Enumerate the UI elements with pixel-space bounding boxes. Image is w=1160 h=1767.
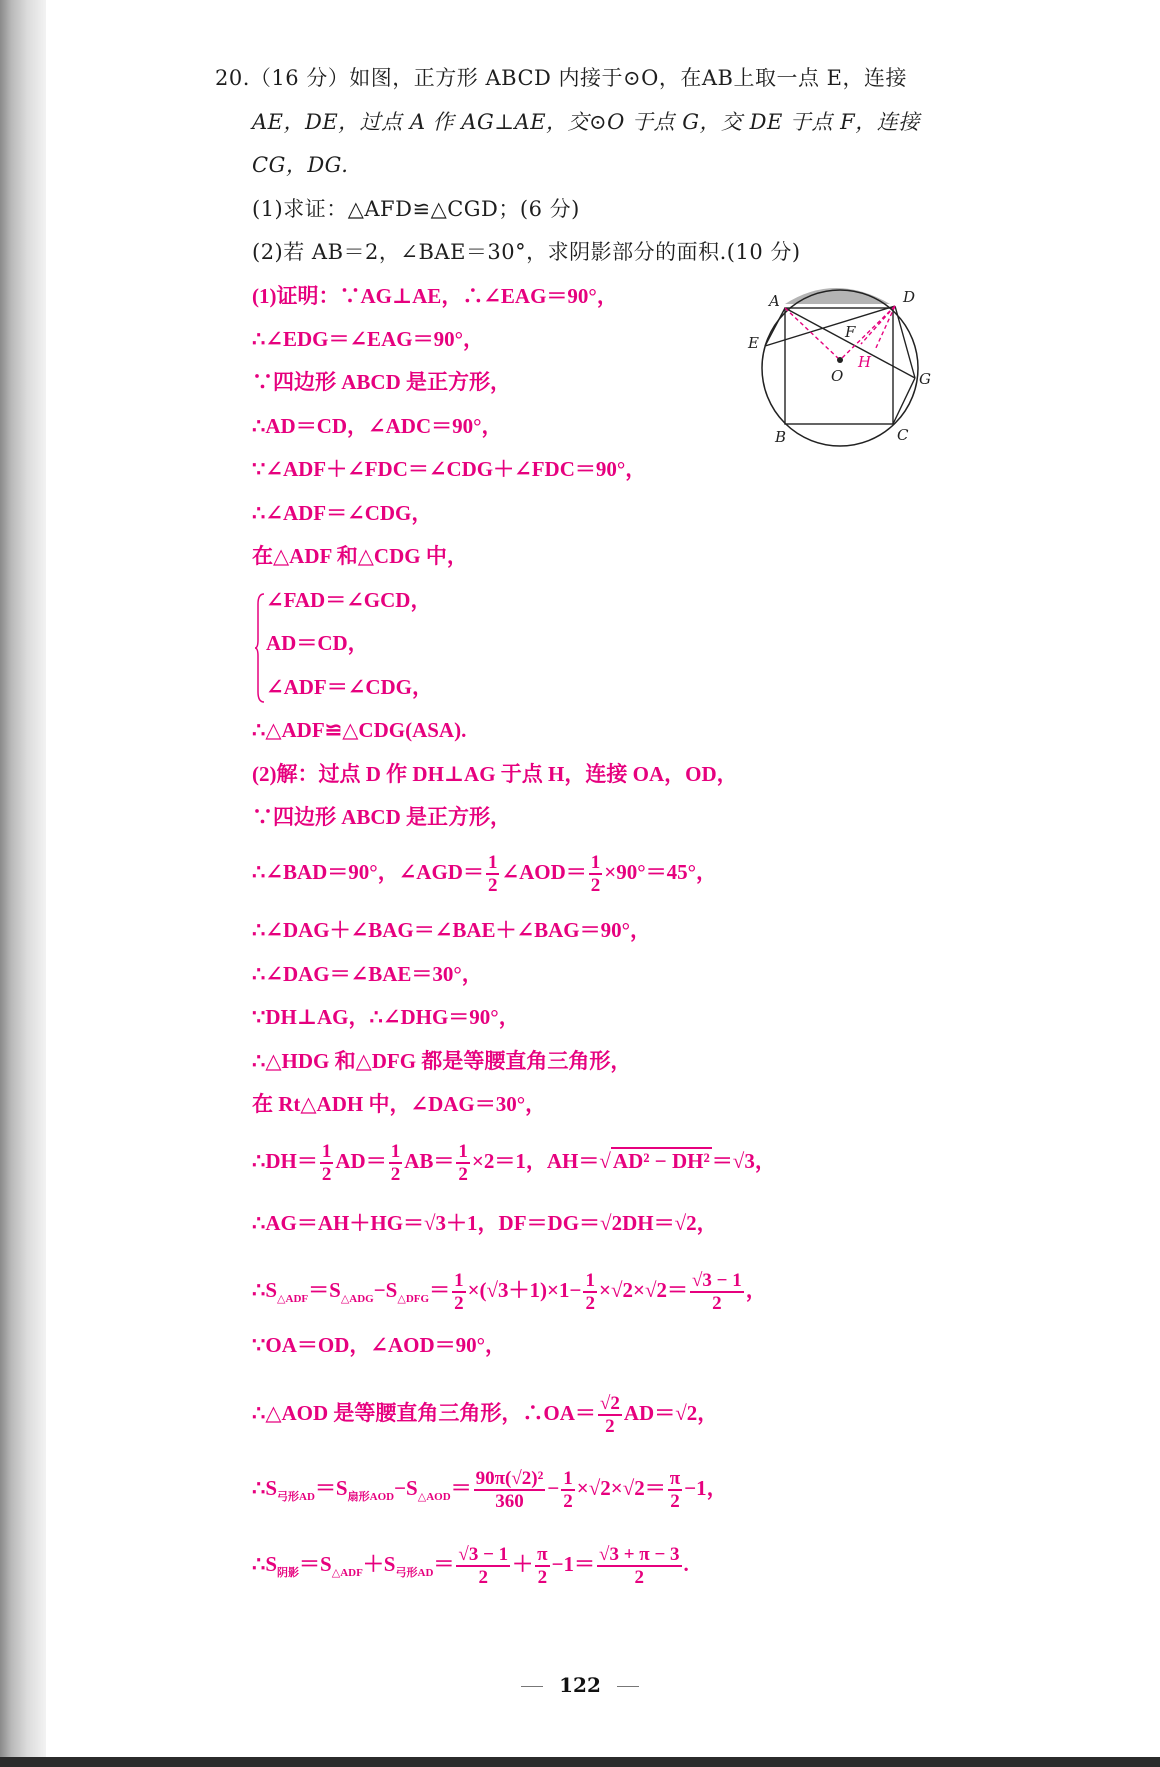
subscript: 阴影 (277, 1566, 300, 1579)
text-segment: ×√2×√2＝ (598, 1277, 688, 1302)
text-segment: ＝S (314, 1475, 348, 1500)
label-b: B (775, 428, 787, 446)
fraction-denominator: 2 (537, 1567, 548, 1588)
fraction-numerator: √3 − 1 (458, 1544, 509, 1565)
fraction-denominator: 360 (495, 1491, 524, 1512)
square-abcd (785, 308, 893, 424)
fraction-denominator: 2 (321, 1164, 332, 1185)
solution-line-7: 在△ADF 和△CDG 中， (252, 544, 468, 568)
subscript: △AOD (417, 1490, 451, 1503)
subscript: △DFG (397, 1292, 430, 1305)
fraction-numerator: √2 (599, 1393, 620, 1414)
text-segment: ＝S (299, 1551, 332, 1576)
text-segment: ∴S (252, 1551, 278, 1576)
label-e: E (748, 334, 759, 352)
center-point-o (837, 357, 843, 363)
fraction-numerator: 1 (390, 1141, 401, 1162)
solution-line-14 (252, 852, 717, 896)
label-o: O (831, 367, 844, 385)
text-segment: ＝S (308, 1277, 341, 1302)
fraction-denominator: 2 (458, 1164, 468, 1185)
fraction-numerator: 1 (454, 1270, 464, 1291)
text-segment: ＝ (433, 1551, 455, 1576)
text-segment: ＋S (362, 1551, 396, 1576)
text-segment: −S (373, 1277, 398, 1302)
bottom-edge-bar (0, 1757, 1160, 1767)
fraction-denominator: 2 (670, 1491, 680, 1512)
label-h: H (858, 353, 872, 371)
text-segment: ∴△AOD 是等腰直角三角形，∴OA＝ (252, 1400, 596, 1425)
fraction-numerator: 1 (321, 1141, 332, 1162)
question-line-3: CG，DG. (252, 153, 349, 177)
solution-line-22 (252, 1270, 767, 1314)
text-segment: ＋ (512, 1551, 534, 1576)
solution-line-4: ∴AD＝CD，∠ADC＝90°， (252, 414, 503, 438)
fraction-half (452, 1270, 466, 1314)
solution-line-1: (1)证明：∵AG⊥AE，∴∠EAG＝90°， (252, 284, 618, 308)
fraction-denominator: 2 (605, 1416, 615, 1437)
fraction-numerator: 1 (590, 852, 601, 873)
question-part-2: (2)若 AB＝2，∠BAE＝30°，求阴影部分的面积.(10 分) (252, 240, 801, 264)
fraction-denominator: 2 (563, 1491, 573, 1512)
text-segment: −S (394, 1475, 418, 1500)
fraction-denominator: 2 (390, 1164, 401, 1185)
solution-line-16: ∴∠DAG＝∠BAE＝30°， (252, 962, 483, 986)
fraction-numerator: 1 (487, 852, 498, 873)
text-segment: ＝√3， (711, 1148, 776, 1173)
text-segment: −1＝ (551, 1551, 596, 1576)
solution-line-10: ∠ADF＝∠CDG， (266, 675, 434, 699)
text-segment: −1， (684, 1475, 728, 1500)
fraction-numerator: 1 (563, 1468, 573, 1489)
fraction-denominator: 2 (585, 1293, 595, 1314)
footer-dash-right (617, 1686, 639, 1687)
solution-line-15: ∴∠DAG＋∠BAG＝∠BAE＋∠BAG＝90°， (252, 918, 651, 942)
fraction-numerator: √3 + π − 3 (599, 1544, 680, 1565)
fraction-half (456, 1141, 470, 1185)
question-part-1: (1)求证：△AFD≌△CGD；(6 分) (252, 197, 580, 221)
geometry-figure (745, 278, 945, 448)
fraction-half (486, 852, 500, 896)
fraction-pi-over-2 (668, 1468, 682, 1512)
fraction-half (561, 1468, 575, 1512)
text-segment: ∴S (252, 1475, 278, 1500)
fraction-numerator: 1 (585, 1270, 595, 1291)
solution-line-13: ∵四边形 ABCD 是正方形， (252, 805, 512, 829)
text-segment: ×(√3＋1)×1− (467, 1277, 582, 1302)
solution-line-25 (252, 1468, 728, 1512)
subscript: 弓形AD (395, 1566, 434, 1579)
fraction-final-answer (597, 1544, 682, 1588)
fraction-numerator: π (669, 1468, 681, 1489)
question-line-1: 20.（16 分）如图，正方形 ABCD 内接于⊙O，在AB上取一点 E，连接 (215, 66, 907, 90)
text-segment: ∴∠BAD＝90°，∠AGD＝ (252, 859, 484, 884)
text-segment: ×2＝1，AH＝ (471, 1148, 600, 1173)
fraction-half (389, 1141, 403, 1185)
solution-line-20 (252, 1141, 776, 1185)
solution-line-12: (2)解：过点 D 作 DH⊥AG 于点 H，连接 OA，OD， (252, 762, 738, 786)
solution-line-24 (252, 1393, 718, 1437)
solution-line-9: AD＝CD， (266, 631, 369, 655)
label-g: G (919, 370, 931, 388)
text-segment: AD＝√2， (623, 1400, 719, 1425)
radicand: AD² − DH² (612, 1148, 710, 1173)
fraction-sqrt3-minus-1-over-2 (456, 1544, 510, 1588)
label-f: F (845, 323, 856, 341)
solution-line-8: ∠FAD＝∠GCD， (266, 588, 432, 612)
label-c: C (897, 426, 909, 444)
text-segment: AD＝ (335, 1148, 387, 1173)
text-segment: ×90°＝45°， (604, 859, 717, 884)
solution-line-2: ∴∠EDG＝∠EAG＝90°， (252, 327, 484, 351)
fraction-numerator: 90π(√2)² (475, 1468, 544, 1489)
sqrt-expression: √AD² − DH² (599, 1148, 710, 1173)
page-edge-shadow (0, 0, 46, 1767)
fraction-denominator: 2 (487, 875, 498, 896)
fraction-half (589, 852, 603, 896)
text-segment: ×√2×√2＝ (576, 1475, 666, 1500)
text-segment: ∴DH＝ (252, 1148, 318, 1173)
fraction-sqrt2-over-2 (598, 1393, 622, 1437)
text-segment: ∴S (252, 1277, 278, 1302)
fraction-denominator: 2 (478, 1567, 489, 1588)
text-segment: ＝ (450, 1475, 472, 1500)
solution-line-6: ∴∠ADF＝∠CDG， (252, 501, 433, 525)
label-a: A (769, 292, 780, 310)
subscript: △ADG (340, 1292, 374, 1305)
fraction-numerator: √3 − 1 (691, 1270, 742, 1291)
subscript: △ADF (331, 1566, 363, 1579)
text-segment: ＝ (429, 1277, 451, 1302)
solution-line-5: ∵∠ADF＋∠FDC＝∠CDG＋∠FDC＝90°， (252, 457, 647, 481)
label-d: D (903, 288, 916, 306)
text-segment: ∠AOD＝ (501, 859, 587, 884)
text-segment: . (683, 1551, 689, 1576)
question-line-2: AE，DE，过点 A 作 AG⊥AE，交⊙O 于点 G，交 DE 于点 F，连接 (252, 110, 920, 134)
fraction-denominator: 2 (712, 1293, 722, 1314)
fraction-denominator: 2 (634, 1567, 645, 1588)
text-segment: AB＝ (404, 1148, 455, 1173)
solution-line-17: ∵DH⊥AG，∴∠DHG＝90°， (252, 1005, 520, 1029)
fraction-sector-area (474, 1468, 546, 1512)
system-brace (255, 592, 265, 704)
subscript: △ADF (277, 1292, 309, 1305)
solution-line-18: ∴△HDG 和△DFG 都是等腰直角三角形， (252, 1049, 632, 1073)
subscript: 扇形AOD (347, 1490, 395, 1503)
page-number: 122 (559, 1673, 601, 1697)
solution-line-21: ∴AG＝AH＋HG＝√3＋1，DF＝DG＝√2DH＝√2， (252, 1211, 718, 1235)
solution-line-11: ∴△ADF≌△CDG(ASA). (252, 718, 467, 742)
text-segment: − (547, 1475, 560, 1500)
text-segment: ， (745, 1277, 767, 1302)
solution-line-26 (252, 1544, 689, 1588)
fraction-half (583, 1270, 597, 1314)
fraction-numerator: 1 (458, 1141, 468, 1162)
page-number-footer (0, 1673, 1160, 1697)
fraction-numerator: π (537, 1544, 548, 1565)
subscript: 弓形AD (277, 1490, 315, 1503)
fraction-sqrt3-minus-1-over-2 (690, 1270, 744, 1314)
footer-dash-left (521, 1686, 543, 1687)
fraction-denominator: 2 (590, 875, 601, 896)
solution-line-3: ∵四边形 ABCD 是正方形， (252, 370, 512, 394)
fraction-pi-over-2 (535, 1544, 549, 1588)
fraction-denominator: 2 (454, 1293, 464, 1314)
fraction-half (320, 1141, 334, 1185)
solution-line-23: ∵OA＝OD，∠AOD＝90°， (252, 1333, 507, 1357)
solution-line-19: 在 Rt△ADH 中，∠DAG＝30°， (252, 1092, 547, 1116)
